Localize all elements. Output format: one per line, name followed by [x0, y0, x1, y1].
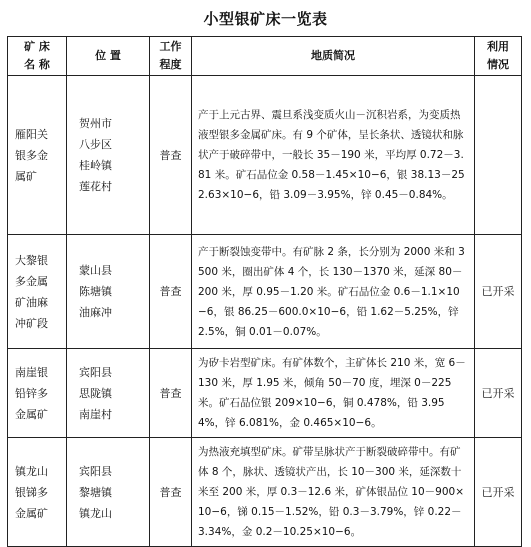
table-row [8, 349, 522, 438]
table-row [8, 235, 522, 349]
header-geology: 地质简况 [192, 37, 475, 76]
deposit-name: 南崖银 铅锌多 金属矿 [8, 349, 67, 438]
geology-summary: 为热液充填型矿床。矿带呈脉状产于断裂破碎带中。有矿体 8 个，脉状、透镜状产出，长 10－300 米，延深数十米至 200 米，厚 0.3－12.6 米，矿体银品位 10－900×10−6，锑 0.15－1.52%，铅 0.3－3.79%，锌 0.22－3.34%，金 0.2－10.25×10−6。 [192, 438, 475, 547]
header-name: 矿 床 名 称 [8, 37, 67, 76]
deposit-name: 雁阳关 银多金 属矿 [8, 76, 67, 235]
table-row [8, 76, 522, 235]
header-use: 利用 情况 [475, 37, 522, 76]
work-level: 普查 [150, 76, 192, 235]
use-status: 已开采 [475, 235, 522, 349]
header-work: 工作 程度 [150, 37, 192, 76]
use-status: 已开采 [475, 349, 522, 438]
silver-deposit-table [7, 36, 522, 547]
deposit-location: 宾阳县 黎塘镇 镇龙山 [67, 438, 150, 547]
deposit-location: 贺州市 八步区 桂岭镇 莲花村 [67, 76, 150, 235]
deposit-name: 镇龙山 银锑多 金属矿 [8, 438, 67, 547]
work-level: 普查 [150, 235, 192, 349]
geology-summary: 产于断裂蚀变带中。有矿脉 2 条，长分别为 2000 米和 3500 米，圈出矿体 4 个，长 130－1370 米，延深 80－200 米，厚 0.95－1.20 米。矿石品位金 0.6－1.1×10−6，银 86.25－600.0×10−6，铅 1.62－5.25%，锌 2.5%，铜 0.01－0.07%。 [192, 235, 475, 349]
geology-summary: 产于上元古界、震旦系浅变质火山－沉积岩系，为变质热液型银多金属矿床。有 9 个矿体，呈长条状、透镜状和脉状产于破碎带中，一般长 35－190 米，平均厚 0.72－3.81 米。矿石品位金 0.58－1.45×10−6，银 38.13－252.63×10−6，铅 3.09－3.95%，锌 0.45－0.84%。 [192, 76, 475, 235]
table-row [8, 438, 522, 547]
use-status: 已开采 [475, 438, 522, 547]
work-level: 普查 [150, 438, 192, 547]
geology-summary: 为矽卡岩型矿床。有矿体数个，主矿体长 210 米，宽 6－130 米，厚 1.95 米，倾角 50－70 度，埋深 0－225 米。矿石品位银 209×10−6，铜 0.478%，铅 3.954%，锌 6.081%，金 0.465×10−6。 [192, 349, 475, 438]
deposit-location: 蒙山县 陈塘镇 油麻冲 [67, 235, 150, 349]
use-status [475, 76, 522, 235]
table-title: 小型银矿床一览表 [203, 10, 328, 28]
deposit-location: 宾阳县 思陇镇 南崖村 [67, 349, 150, 438]
work-level: 普查 [150, 349, 192, 438]
header-row [8, 37, 522, 76]
header-location: 位 置 [67, 37, 150, 76]
deposit-name: 大黎银 多金属 矿油麻 冲矿段 [8, 235, 67, 349]
